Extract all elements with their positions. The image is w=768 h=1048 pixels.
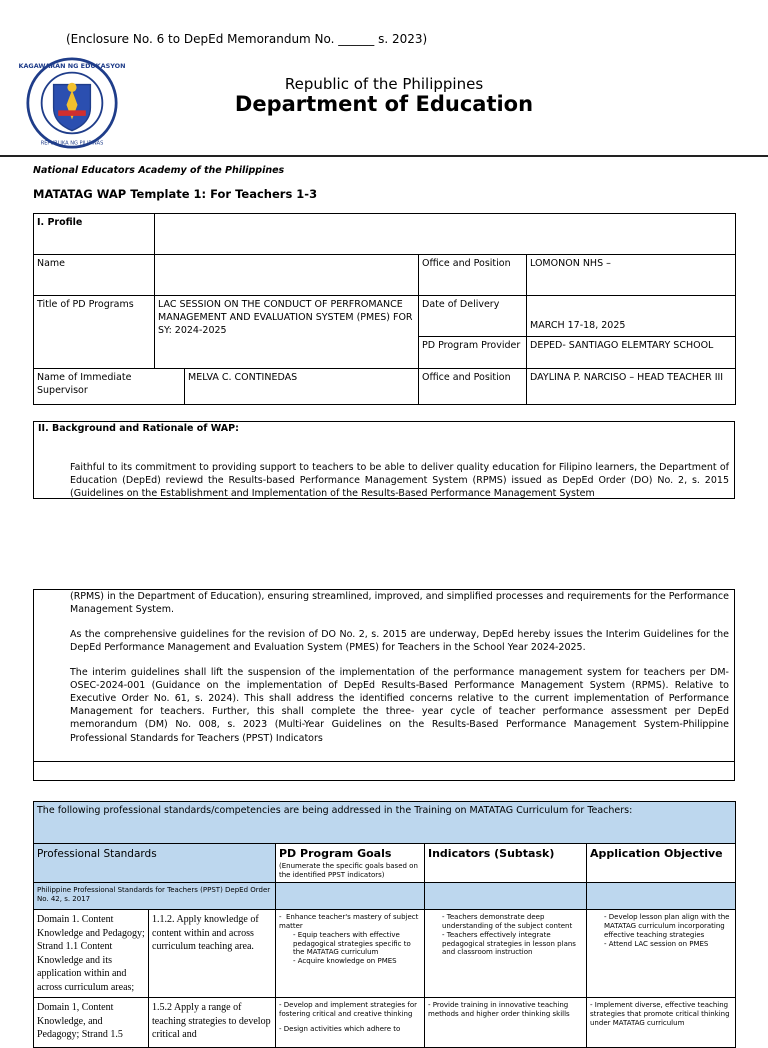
indicator-item: - Teachers demonstrate deep understanding of the subject content — [442, 913, 583, 931]
strand-cell: 1.1.2. Apply knowledge of content within and across curriculum teaching area. — [149, 910, 276, 998]
indicators-cell: - Provide training in innovative teaching methods and higher order thinking skills — [425, 998, 587, 1048]
name-label: Name — [34, 255, 155, 296]
name-value — [155, 255, 419, 296]
col-goals-note: (Enumerate the specific goals based on the identified PPST indicators) — [279, 861, 418, 879]
strand-cell: 1.5.2 Apply a range of teaching strategies to develop critical and — [149, 998, 276, 1048]
svg-text:REPUBLIKA NG PILIPINAS: REPUBLIKA NG PILIPINAS — [40, 140, 104, 147]
profile-table — [33, 213, 736, 405]
date-label: Date of Delivery — [419, 296, 527, 337]
table-row — [34, 910, 736, 998]
col-standards: Professional Standards — [34, 844, 276, 883]
goal-main: - Enhance teacher's mastery of subject matter — [279, 913, 419, 931]
application-cell — [587, 910, 736, 998]
svg-text:KAGAWARAN NG EDUKASYON: KAGAWARAN NG EDUKASYON — [18, 62, 126, 71]
indicator-item: - Teachers effectively integrate pedagogical strategies in lesson plans and classroom instruction — [442, 931, 583, 957]
col-goals-title: PD Program Goals — [279, 847, 392, 860]
competencies-intro: The following professional standards/competencies are being addressed in the Training on MATATAG Curriculum for Teachers: — [34, 802, 736, 844]
office-label: Office and Position — [419, 255, 527, 296]
profile-section-title: I. Profile — [34, 214, 155, 255]
date-value: MARCH 17-18, 2025 — [527, 296, 736, 337]
enclosure-note: (Enclosure No. 6 to DepEd Memorandum No. ______ s. 2023) — [66, 32, 428, 46]
supervisor-label: Name of Immediate Supervisor — [34, 369, 185, 405]
background-paragraph-1: Faithful to its commitment to providing support to teachers to be able to deliver quality education for Filipino learners, the Department of Education (DepEd) reviewd the Results-based Performance Management System (RPMS) issued as DepEd Order (DO) No. 2, s. 2015 (Guidelines on the Establishment and Implementation of the Results-Based Performance Management System — [70, 462, 729, 500]
col-indicators: Indicators (Subtask) — [425, 844, 587, 883]
pd-title-value: LAC SESSION ON THE CONDUCT OF PERFROMANCE MANAGEMENT AND EVALUATION SYSTEM (PMES) FOR SY: 2024-2025 — [155, 296, 419, 369]
background-paragraph-2: (RPMS) in the Department of Education), ensuring streamlined, improved, and simplified processes and requirements for the Performance Management System. — [70, 591, 729, 616]
blank-row — [33, 761, 735, 781]
goals-cell — [276, 910, 425, 998]
background-title: II. Background and Rationale of WAP: — [38, 423, 239, 434]
application-item: - Attend LAC session on PMES — [604, 940, 732, 949]
domain-cell: Domain 1. Content Knowledge and Pedagogy; Strand 1.1 Content Knowledge and its application within and across curriculum areas; — [34, 910, 149, 998]
provider-value: DEPED- SANTIAGO ELEMTARY SCHOOL — [527, 337, 736, 369]
goal-sub: - Equip teachers with effective pedagogical strategies specific to the MATATAG curriculum — [293, 931, 421, 957]
republic-heading: Republic of the Philippines — [284, 75, 484, 93]
department-heading: Department of Education — [234, 92, 534, 116]
goal-sub: - Acquire knowledge on PMES — [293, 957, 421, 966]
ppst-label: Philippine Professional Standards for Teachers (PPST) DepEd Order No. 42, s. 2017 — [34, 883, 276, 910]
col-application: Application Objective — [587, 844, 736, 883]
competencies-table — [33, 801, 736, 1048]
goal-sub: - Design activities which adhere to — [279, 1024, 401, 1033]
background-paragraph-3: As the comprehensive guidelines for the revision of DO No. 2, s. 2015 are underway, DepEd hereby issues the Interim Guidelines for the DepEd Performance Management and Evaluation System (PMES) for Teachers in the School Year 2024-2025. — [70, 629, 729, 654]
header-divider — [0, 155, 768, 157]
office-value: LOMONON NHS – — [527, 255, 736, 296]
goals-cell — [276, 998, 425, 1048]
application-cell: - Implement diverse, effective teaching strategies that promote critical thinking under MATATAG curriculum — [587, 998, 736, 1048]
pd-title-label: Title of PD Programs — [34, 296, 155, 369]
supervisor-value: MELVA C. CONTINEDAS — [185, 369, 419, 405]
application-item: - Develop lesson plan align with the MATATAG curriculum incorporating effective teaching strategies — [604, 913, 732, 939]
academy-name: National Educators Academy of the Philippines — [33, 165, 285, 176]
template-title: MATATAG WAP Template 1: For Teachers 1-3 — [33, 187, 318, 201]
office2-label: Office and Position — [419, 369, 527, 405]
table-row — [34, 998, 736, 1048]
col-goals — [276, 844, 425, 883]
indicators-cell — [425, 910, 587, 998]
office2-value: DAYLINA P. NARCISO – HEAD TEACHER III — [527, 369, 736, 405]
provider-label: PD Program Provider — [419, 337, 527, 369]
domain-cell: Domain 1, Content Knowledge, and Pedagogy; Strand 1.5 — [34, 998, 149, 1048]
background-paragraph-4: The interim guidelines shall lift the suspension of the implementation of the performance management system for teachers per DM-OSEC-2024-001 (Guidance on the implementation of DepEd Results-Based Performance Management System (RPMS). Relative to Executive Order No. 61, s. 2024). This shall address the identified concerns relative to the current implementation of Performance Management for teachers. Further, this shall complete the three- year cycle of teacher performance assessment per DepEd memorandum (DM) No. 008, s. 2023 (Multi-Year Guidelines on the Results-Based Performance Management System-Philippine Professional Standards for Teachers (PPST) Indicators — [70, 667, 729, 744]
goal-main: - Develop and implement strategies for fostering critical and creative thinking — [279, 1001, 417, 1019]
